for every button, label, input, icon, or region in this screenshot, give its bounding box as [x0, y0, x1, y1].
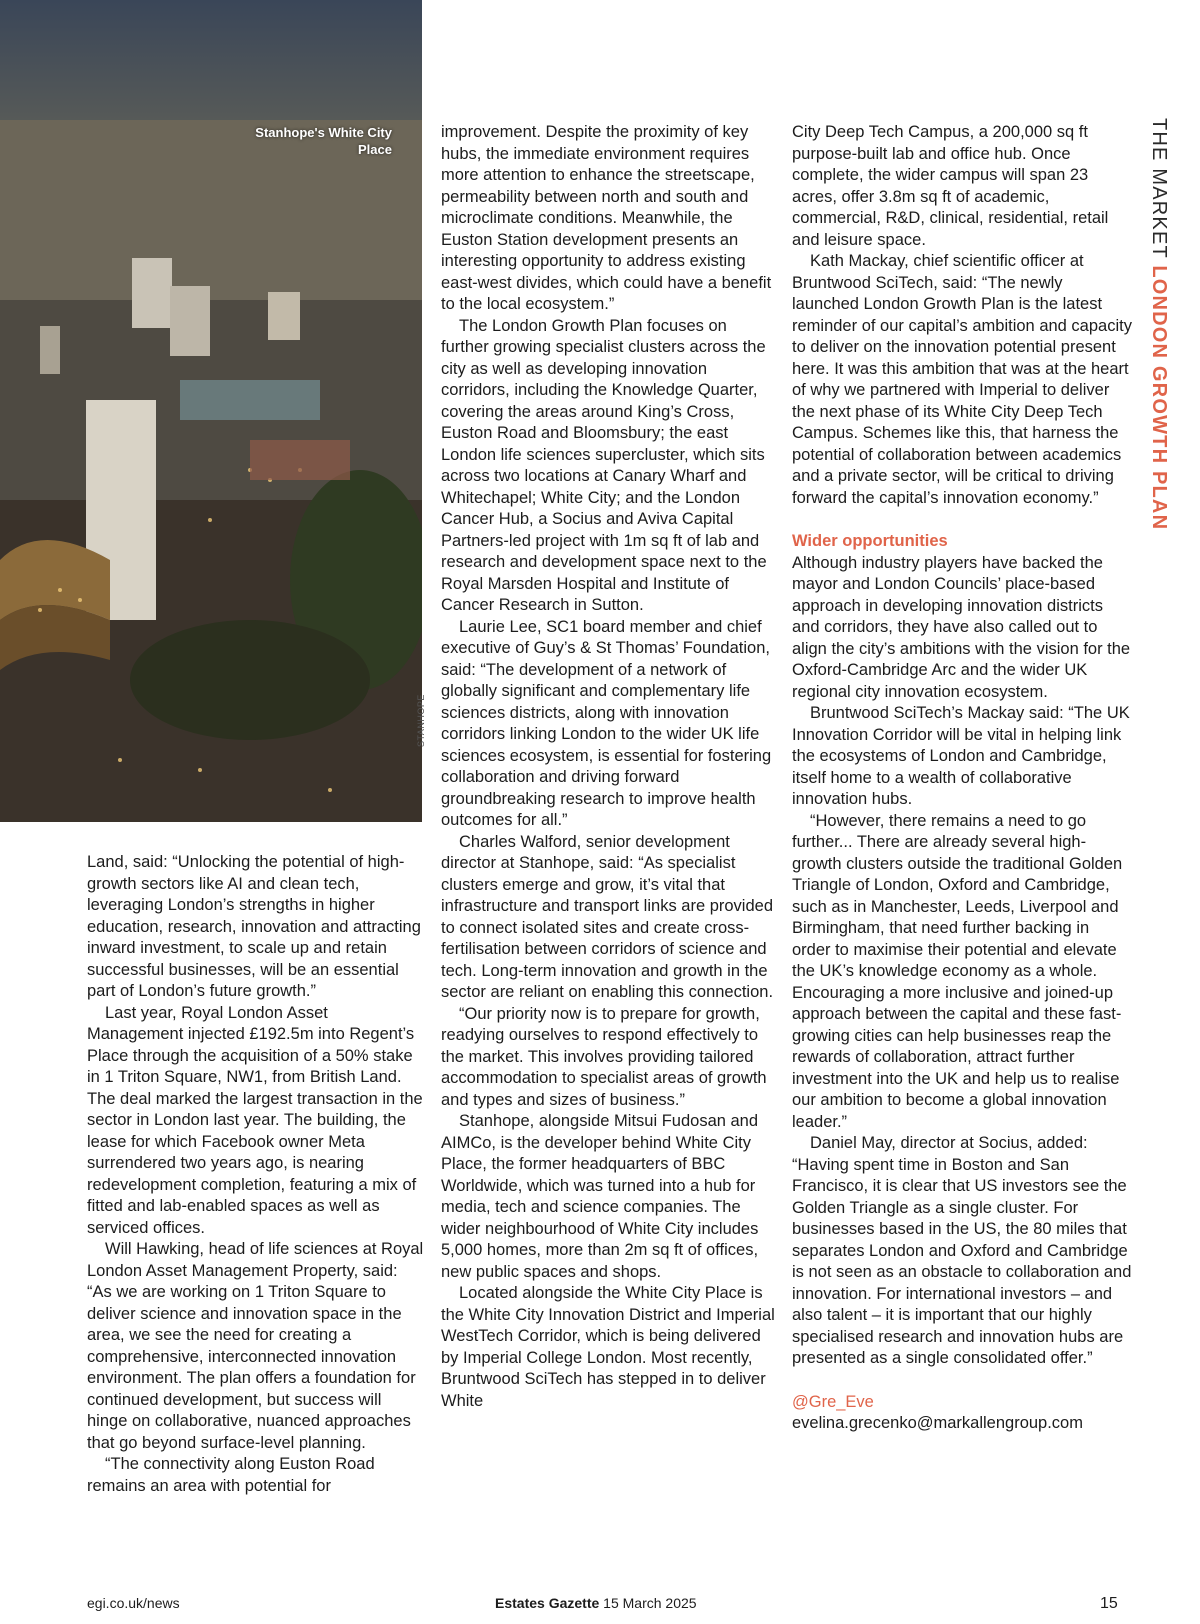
author-twitter-handle[interactable]: @Gre_Eve: [792, 1392, 874, 1411]
paragraph: “Our priority now is to prepare for growth, readying ourselves to respond effectively to the market. This involves providing tailored accommodation to specialist areas of growth and types and sizes of business.”: [441, 1004, 767, 1109]
footer-publication: [495, 1595, 697, 1611]
paragraph: Stanhope, alongside Mitsui Fudosan and AIMCo, is the developer behind White City Place, the former headquarters of BBC Worldwide, which was turned into a hub for media, tech and science companies. The wider neighbourhood of White City includes 5,000 homes, more than 2m sq ft of offices, new public spaces and shops.: [441, 1112, 759, 1281]
section-label: [1147, 118, 1170, 530]
section-label-prefix: THE MARKET: [1148, 118, 1170, 259]
subheading: Wider opportunities: [792, 532, 948, 550]
paragraph: Last year, Royal London Asset Management injected £192.5m into Regent’s Place through the acquisition of a 50% stake in 1 Triton Square, NW1, from British Land. The deal marked the largest transaction in the sector in London last year. The building, the lease for which Facebook owner Meta surrendered two years ago, is nearing redevelopment completion, featuring a mix of fitted and lab-enabled spaces as well as serviced offices.: [87, 1003, 423, 1237]
footer-publication-name: Estates Gazette: [495, 1595, 600, 1611]
author-email[interactable]: evelina.grecenko@markallengroup.com: [792, 1414, 1083, 1432]
paragraph: Located alongside the White City Place is the White City Innovation District and Imperial WestTech Corridor, which is being delivered by Imperial College London. Most recently, Bruntwood SciTech has stepped in to deliver White: [441, 1284, 775, 1410]
footer-date: 15 March 2025: [603, 1595, 697, 1611]
paragraph: The London Growth Plan focuses on further growing specialist clusters across the city as well as developing innovation corridors, including the Knowledge Quarter, covering the areas around King’s Cross, Euston Road and Bloomsbury; the east London life sciences supercluster, which sits across two locations at Canary Wharf and Whitechapel; White City; and the London Cancer Hub, a Socius and Aviva Capital Partners-led project with 1m sq ft of lab and research and development space next to the Royal Marsden Hospital and Institute of Cancer Research in Sutton.: [441, 316, 767, 614]
photo-caption: Stanhope's White City Place: [255, 125, 392, 157]
section-label-title: LONDON GROWTH PLAN: [1148, 265, 1170, 531]
aerial-photo: [0, 0, 422, 822]
article-column-1: [87, 852, 425, 1497]
photo-credit: STANHOPE: [416, 694, 426, 747]
article-column-2: [441, 122, 779, 1412]
paragraph: City Deep Tech Campus, a 200,000 sq ft purpose-built lab and office hub. Once complete, the wider campus will span 23 acres, offer 3.8m sq ft of academic, commercial, R&D, clinical, residential, retail and leisure space.: [792, 123, 1109, 249]
paragraph: Daniel May, director at Socius, added: “Having spent time in Boston and San Francisco, it is clear that US investors see the Golden Triangle as a single cluster. For businesses based in the US, the 80 miles that separates London and Oxford and Cambridge is not seen as an obstacle to collaboration and innovation. For international investors – and also talent – it is important that our highly specialised research and innovation hubs are presented as a single consolidated offer.”: [792, 1134, 1132, 1367]
paragraph: Will Hawking, head of life sciences at Royal London Asset Management Property, said: “As we are working on 1 Triton Square to deliver science and innovation space in the area, we see the need for creating a comprehensive, interconnected innovation environment. The plan offers a foundation for continued development, but success will hinge on collaborative, nuanced approaches that go beyond surface-level planning.: [87, 1240, 424, 1452]
paragraph: “The connectivity along Euston Road remains an area with potential for: [87, 1455, 375, 1495]
article-column-3: [792, 122, 1132, 1435]
paragraph: Laurie Lee, SC1 board member and chief executive of Guy’s & St Thomas’ Foundation, said: “The development of a network of globally significant and complementary life sciences districts, along with innovation corridors linking London to the wider UK life sciences ecosystem, is essential for fostering collaboration and driving forward groundbreaking research to improve health outcomes for all.”: [441, 617, 772, 829]
page-number: 15: [1100, 1595, 1118, 1612]
paragraph: improvement. Despite the proximity of key hubs, the immediate environment requires more attention to enhance the streetscape, permeability between north and south and microclimate conditions. Meanwhile, the Euston Station development presents an interesting opportunity to address existing east-west divides, which could have a benefit to the local ecosystem.”: [441, 123, 772, 313]
paragraph: Bruntwood SciTech’s Mackay said: “The UK Innovation Corridor will be vital in helping link the ecosystems of London and Cambridge, itself home to a wealth of collaborative innovation hubs.: [792, 704, 1130, 808]
paragraph: Charles Walford, senior development director at Stanhope, said: “As specialist clusters emerge and grow, it’s vital that infrastructure and transport links are provided to connect isolated sites and create cross-fertilisation between corridors of science and tech. Long-term innovation and growth in the sector are reliant on enabling this connection.: [441, 832, 774, 1001]
paragraph: Although industry players have backed the mayor and London Councils’ place-based approach in developing innovation districts and corridors, they have also called out to align the city’s ambitions with the vision for the Oxford-Cambridge Arc and the wider UK regional city innovation ecosystem.: [792, 553, 1131, 701]
paragraph: Kath Mackay, chief scientific officer at Bruntwood SciTech, said: “The newly launched London Growth Plan is the latest reminder of our capital’s ambition and capacity to deliver on the innovation potential present here. It was this ambition that was at the heart of why we partnered with Imperial to deliver the next phase of its White City Deep Tech Campus. Schemes like this, that harness the potential of collaboration between academics and a private sector, will be critical to driving forward the capital’s innovation economy.”: [792, 252, 1132, 507]
footer-url[interactable]: egi.co.uk/news: [87, 1595, 180, 1611]
paragraph: Land, said: “Unlocking the potential of high-growth sectors like AI and clean tech, leveraging London’s strengths in higher education, research, innovation and attracting inward investment, to scale up and retain successful businesses, will be an essential part of London’s future growth.”: [87, 853, 421, 1000]
paragraph: “However, there remains a need to go further... There are already several high-growth clusters outside the traditional Golden Triangle of London, Oxford and Cambridge, such as in Manchester, Leeds, Liverpool and Birmingham, that need further backing in order to maximise their potential and elevate the UK’s knowledge economy as a whole. Encouraging a more inclusive and joined-up approach between the capital and these fast-growing cities can help businesses reap the rewards of collaboration, attract further investment into the UK and help us to realise our ambition to become a global innovation leader.”: [792, 811, 1123, 1131]
